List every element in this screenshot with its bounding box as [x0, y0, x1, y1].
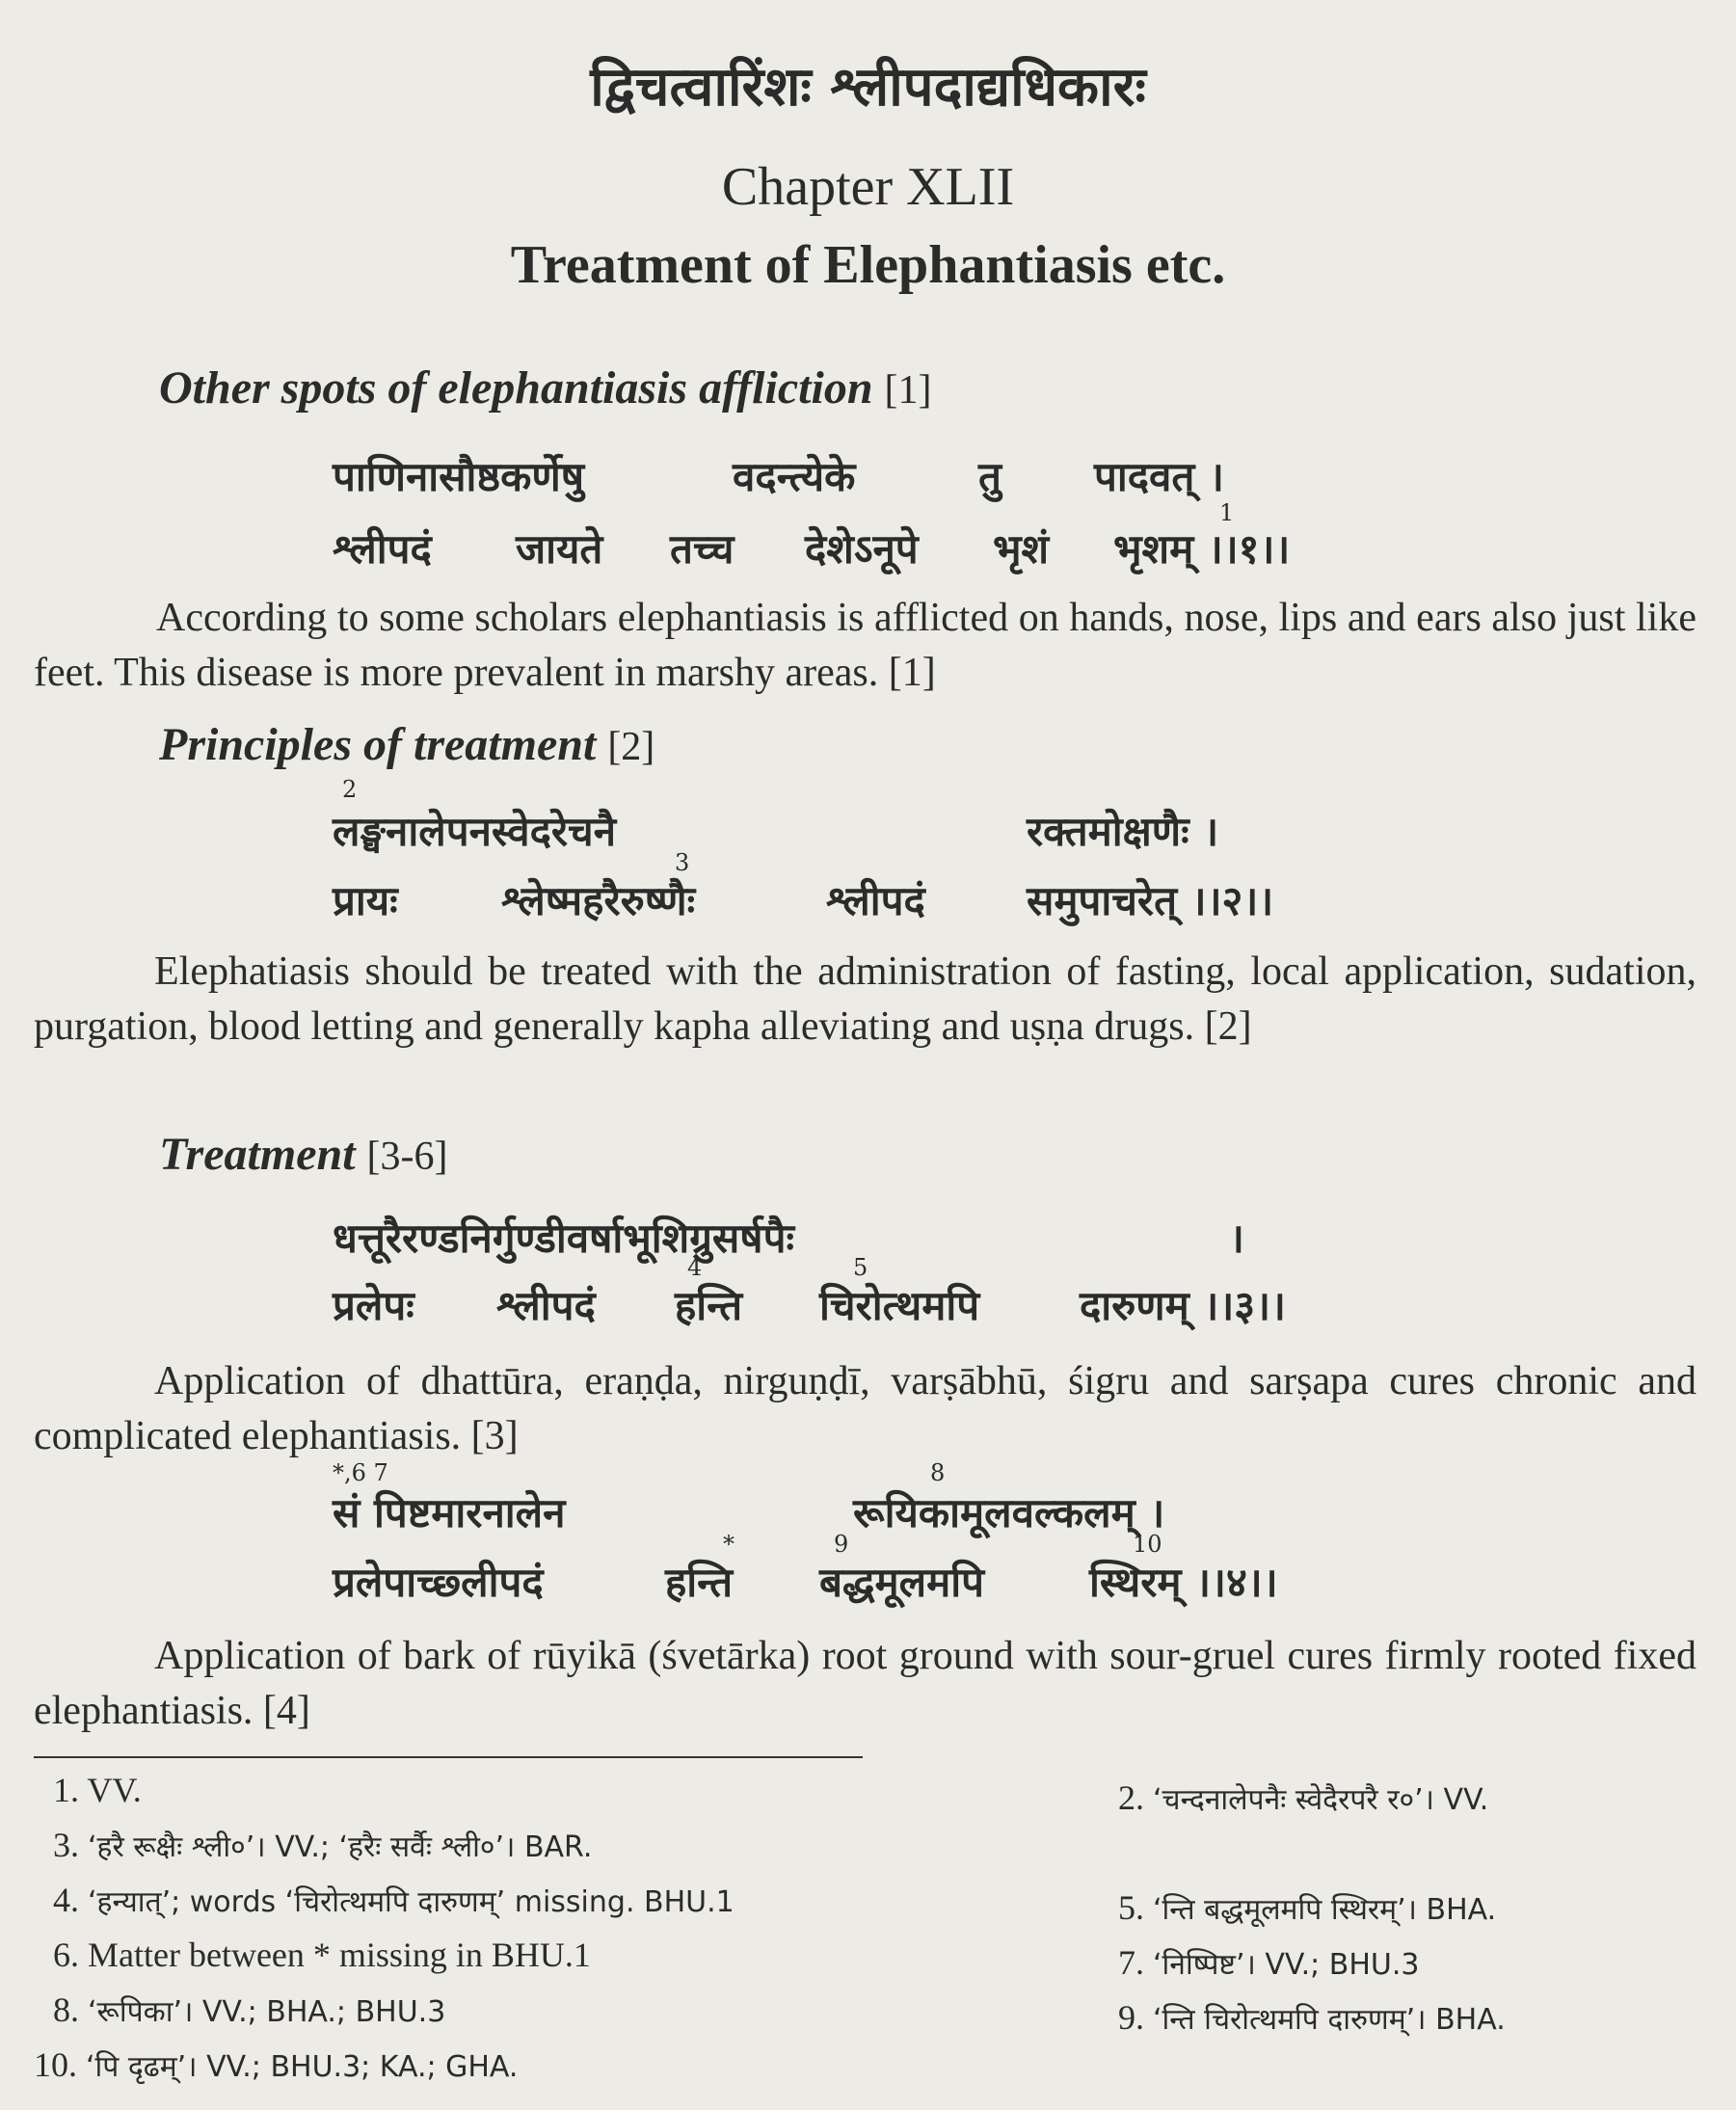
verse-word: प्रलेपः: [333, 1282, 414, 1329]
verse-line: [333, 1210, 1335, 1269]
verse-word: स्थिरम् ।।४।।: [1089, 1559, 1278, 1606]
verse-line: [333, 1531, 1335, 1614]
footnote-marker: 5: [853, 1254, 868, 1281]
footnote: 7. ‘निष्पिष्ट’। VV.; BHU.3: [1118, 1943, 1420, 1982]
verse-ref: [1]: [884, 368, 932, 413]
footnote: 6. Matter between * missing in BHU.1: [53, 1936, 591, 1974]
footnote: 9. ‘न्ति चिरोत्थमपि दारुणम्’। BHA.: [1118, 1998, 1506, 2037]
verse-word: तु: [978, 453, 1002, 500]
verse-word: ।: [1229, 1215, 1244, 1262]
verse-word: तच्च: [670, 525, 734, 573]
section-heading-text: Treatment: [159, 1129, 356, 1180]
translation-paragraph: [34, 1629, 1696, 1739]
footnote: 1. VV.: [53, 1771, 142, 1809]
section-heading: [159, 1128, 448, 1181]
footnote-marker: 8: [930, 1459, 946, 1486]
verse-word: श्लीपदं: [496, 1282, 596, 1329]
verse-word: चिरोत्थमपि: [819, 1282, 980, 1329]
verse-word: दारुणम् ।।३।।: [1080, 1282, 1286, 1329]
footnote-marker: 2: [342, 776, 358, 803]
section-heading-text: Principles of treatment: [159, 719, 597, 770]
translation-text: Application of dhattūra, eraṇḍa, nirguṇḍī, varṣābhū, śigru and sarṣapa cures chronic and complicated elephantiasis. [3]: [34, 1359, 1696, 1458]
footnote-marker: 9: [834, 1531, 849, 1558]
translation-text: Elephatiasis should be treated with the administration of fasting, local application, sudation, purgation, blood letting and generally kapha alleviating and uṣṇa drugs. [2]: [34, 949, 1696, 1049]
footnote: 10. ‘पि दृढम्’। VV.; BHU.3; KA.; GHA.: [34, 2045, 519, 2084]
verse-line: [333, 499, 1335, 580]
footnote: 3. ‘हरै रूक्षैः श्ली०’। VV.; ‘हरैः सर्वैः श्ली०’। BAR.: [53, 1826, 593, 1864]
verse-word: देशेऽनूपे: [805, 525, 919, 573]
chapter-title: Treatment of Elephantiasis etc.: [510, 235, 1226, 295]
footnote: 5. ‘न्ति बद्धमूलमपि स्थिरम्’। BHA.: [1118, 1888, 1497, 1927]
verse-word: जायते: [516, 525, 603, 573]
verse-word: रूयिकामूलवल्कलम् ।: [853, 1489, 1165, 1536]
translation-paragraph: [34, 591, 1696, 701]
verse-word: लङ्घनालेपनस्वेदरेचनै: [333, 808, 617, 855]
verse-word: पाणिनासौष्ठकर्णेषु: [333, 453, 585, 500]
verse-word: प्रायः: [333, 877, 398, 924]
verse-word: पादवत् ।: [1094, 453, 1224, 500]
section-heading: [159, 718, 654, 771]
verse-line: [333, 448, 1335, 508]
verse-word: वदन्त्येके: [733, 453, 856, 500]
footnote-marker: *: [723, 1531, 734, 1558]
section-heading-text: Other spots of elephantiasis affliction: [159, 362, 873, 414]
section-heading: [159, 361, 932, 414]
verse-word: श्लीपदं: [826, 877, 925, 924]
verse-word: रक्तमोक्षणैः ।: [1027, 808, 1219, 855]
verse-ref: [2]: [607, 725, 655, 769]
verse-word: धत्तूरैरण्डनिर्गुण्डीवर्षाभूशिग्रुसर्षपैः: [333, 1215, 794, 1262]
verse-word: समुपाचरेत् ।।२।।: [1027, 877, 1274, 924]
footnote: 4. ‘हन्यात्’; words ‘चिरोत्थमपि दारुणम्’ missing. BHU.1: [53, 1881, 734, 1919]
verse-word: श्लेष्महरैरुष्णैः: [501, 877, 696, 924]
translation-paragraph: [34, 945, 1696, 1055]
footnote: 8. ‘रूपिका’। VV.; BHA.; BHU.3: [53, 1990, 446, 2029]
footnote-marker: 1: [1219, 499, 1235, 526]
translation-text: Application of bark of rūyikā (śvetārka) root ground with sour-gruel cures firmly rooted fixed elephantiasis. [4]: [34, 1634, 1696, 1733]
verse-word: सं पिष्टमारनालेन: [333, 1489, 566, 1536]
verse-line: [333, 849, 1335, 932]
sanskrit-chapter-title: द्विचत्वारिंशः श्लीपदाद्यधिकारः: [590, 55, 1146, 119]
verse-word: भृशम् ।।१।।: [1113, 525, 1291, 573]
verse-ref: [3-6]: [366, 1135, 448, 1179]
footnote-marker: *,6 7: [333, 1459, 388, 1486]
footnote-divider: [34, 1756, 863, 1758]
verse-word: श्लीपदं: [333, 525, 432, 573]
chapter-number: Chapter XLII: [721, 157, 1015, 217]
footnote-marker: 3: [675, 849, 690, 876]
verse-line: [333, 1254, 1335, 1337]
translation-text: According to some scholars elephantiasis is afflicted on hands, nose, lips and ears also just like feet. This disease is more prevalent in marshy areas. [1]: [34, 596, 1696, 695]
translation-paragraph: [34, 1354, 1696, 1464]
verse-word: भृशं: [993, 525, 1050, 573]
verse-word: बद्धमूलमपि: [819, 1559, 984, 1606]
verse-word: हन्ति: [665, 1559, 734, 1606]
footnote: 2. ‘चन्दनालेपनैः स्वेदैरपरै र०’। VV.: [1118, 1778, 1489, 1817]
footnote-marker: 4: [687, 1254, 703, 1281]
verse-word: हन्ति: [675, 1282, 743, 1329]
footnote-marker: 10: [1133, 1531, 1162, 1558]
verse-word: प्रलेपाच्छ्लीपदं: [333, 1559, 544, 1606]
verse-line: [333, 776, 1335, 863]
